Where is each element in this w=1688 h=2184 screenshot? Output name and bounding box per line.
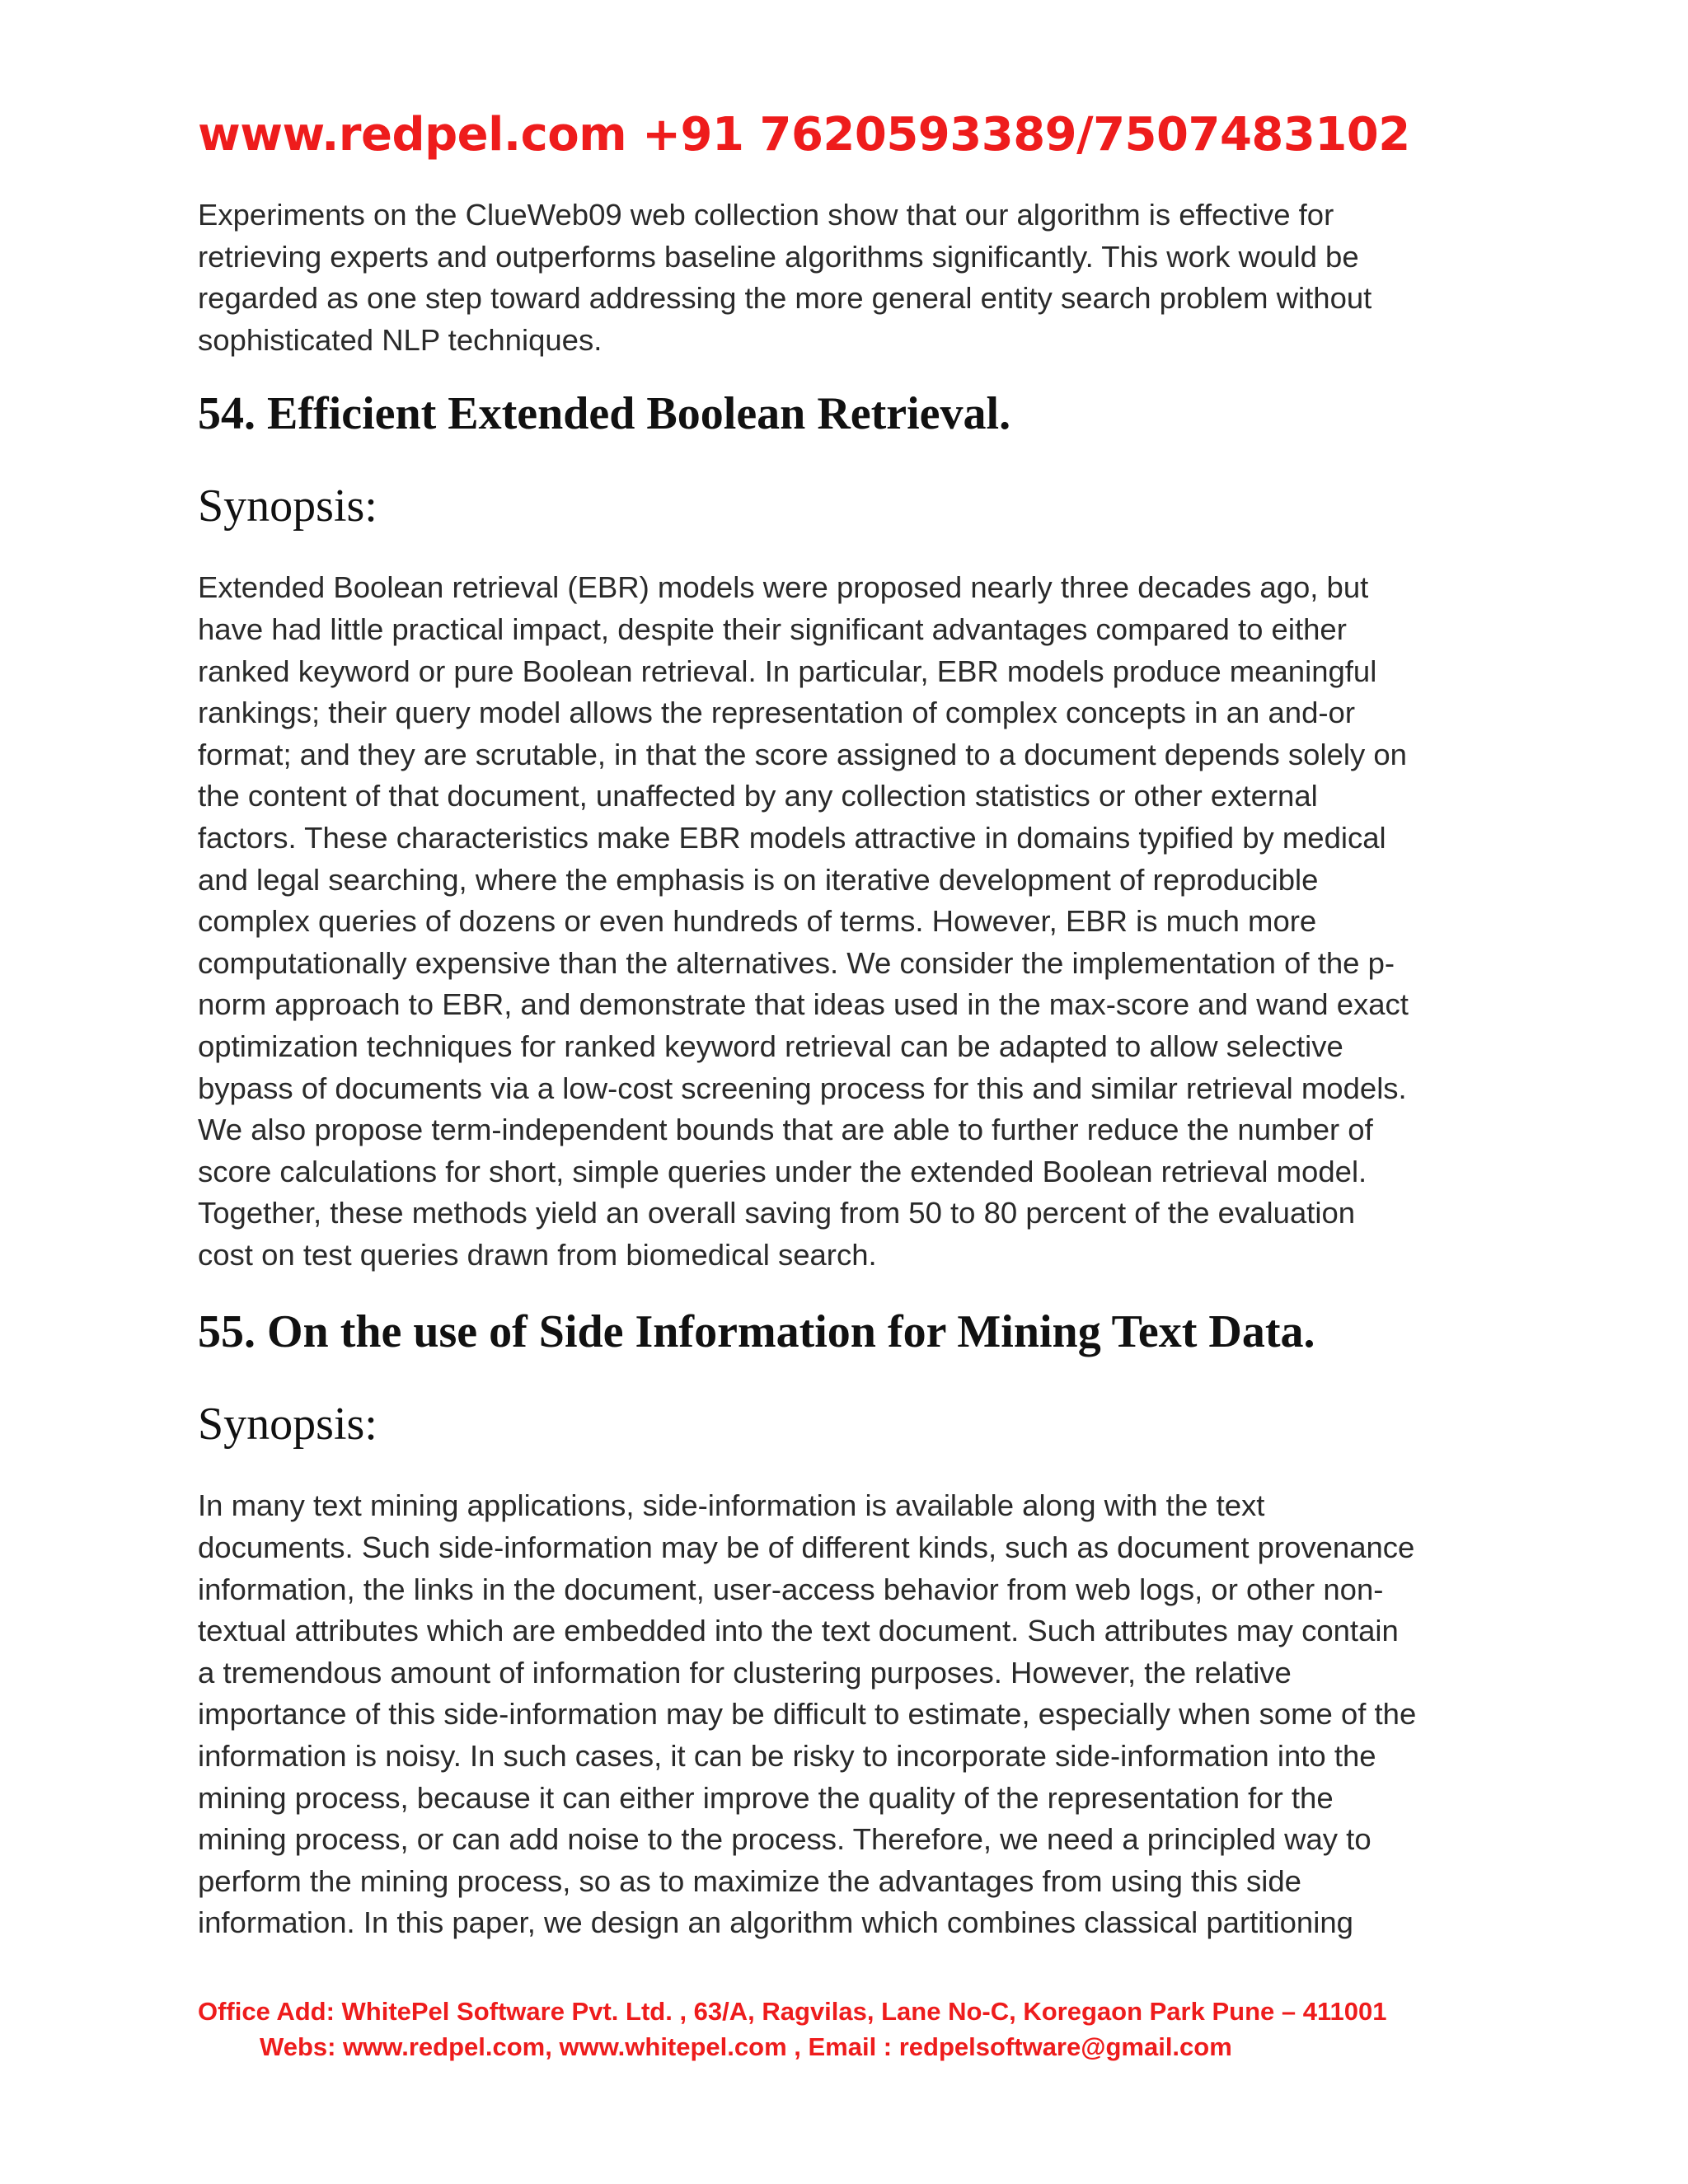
text-line: sophisticated NLP techniques. [198, 322, 603, 357]
header-contact: www.redpel.com +91 7620593389/7507483102 [198, 108, 1410, 162]
section-number: 55. [198, 1306, 256, 1358]
text-line: Together, these methods yield an overall saving from 50 to 80 percent of the evaluation [198, 1196, 1356, 1230]
text-line: computationally expensive than the alternatives. We consider the implementation of the p- [198, 945, 1395, 980]
text-line: information, the links in the document, user-access behavior from web logs, or other non- [198, 1572, 1384, 1606]
synopsis-label: Synopsis: [198, 1399, 377, 1451]
synopsis-label: Synopsis: [198, 480, 377, 532]
text-line: mining process, because it can either improve the quality of the representation for the [198, 1780, 1334, 1815]
intro-paragraph [198, 194, 1500, 361]
text-line: format; and they are scrutable, in that the score assigned to a document depends solely on [198, 737, 1407, 771]
text-line: optimization techniques for ranked keyword retrieval can be adapted to allow selective [198, 1029, 1343, 1063]
text-line: the content of that document, unaffected by any collection statistics or other external [198, 779, 1318, 813]
page-content [198, 194, 1500, 1944]
text-line: norm approach to EBR, and demonstrate that ideas used in the max-score and wand exact [198, 987, 1409, 1022]
text-line: retrieving experts and outperforms baseline algorithms significantly. This work would be [198, 239, 1359, 274]
synopsis-paragraph-55 [198, 1485, 1500, 1944]
synopsis-paragraph-54 [198, 567, 1500, 1276]
text-line: In many text mining applications, side-information is available along with the text [198, 1488, 1265, 1523]
text-line: Experiments on the ClueWeb09 web collection show that our algorithm is effective for [198, 198, 1334, 232]
text-line: rankings; their query model allows the representation of complex concepts in an and-or [198, 696, 1355, 730]
text-line: and legal searching, where the emphasis is on iterative development of reproducible [198, 862, 1319, 897]
text-line: have had little practical impact, despite their significant advantages compared to either [198, 612, 1347, 646]
text-line: textual attributes which are embedded into the text document. Such attributes may contain [198, 1614, 1399, 1648]
text-line: perform the mining process, so as to maximize the advantages from using this side [198, 1863, 1301, 1898]
text-line: information is noisy. In such cases, it can be risky to incorporate side-information into the [198, 1739, 1376, 1774]
section-number: 54. [198, 388, 256, 440]
text-line: score calculations for short, simple queries under the extended Boolean retrieval model. [198, 1154, 1367, 1188]
text-line: regarded as one step toward addressing the more general entity search problem without [198, 281, 1372, 316]
footer-web-email: Webs: www.redpel.com, www.whitepel.com , Email : redpelsoftware@gmail.com [260, 2032, 1232, 2061]
text-line: a tremendous amount of information for clustering purposes. However, the relative [198, 1655, 1292, 1690]
text-line: factors. These characteristics make EBR models attractive in domains typified by medical [198, 820, 1386, 855]
text-line: mining process, or can add noise to the process. Therefore, we need a principled way to [198, 1822, 1372, 1857]
text-line: information. In this paper, we design an algorithm which combines classical partitioning [198, 1905, 1353, 1940]
text-line: ranked keyword or pure Boolean retrieval. In particular, EBR models produce meaningful [198, 654, 1377, 688]
text-line: Extended Boolean retrieval (EBR) models were proposed nearly three decades ago, but [198, 570, 1369, 605]
text-line: complex queries of dozens or even hundreds of terms. However, EBR is much more [198, 904, 1317, 939]
section-title: On the use of Side Information for Mining Text Data. [267, 1306, 1315, 1358]
section-heading-54 [198, 387, 1500, 440]
text-line: bypass of documents via a low-cost screening process for this and similar retrieval models. [198, 1071, 1407, 1105]
text-line: importance of this side-information may be difficult to estimate, especially when some of the [198, 1697, 1417, 1732]
section-heading-55 [198, 1305, 1500, 1358]
text-line: documents. Such side-information may be of different kinds, such as document provenance [198, 1530, 1415, 1565]
text-line: cost on test queries drawn from biomedical search. [198, 1237, 877, 1272]
text-line: We also propose term-independent bounds that are able to further reduce the number of [198, 1113, 1373, 1147]
footer-office-address: Office Add: WhitePel Software Pvt. Ltd. , 63/A, Ragvilas, Lane No-C, Koregaon Park Pune – 411001 [198, 1997, 1387, 2026]
section-title: Efficient Extended Boolean Retrieval. [267, 388, 1011, 440]
